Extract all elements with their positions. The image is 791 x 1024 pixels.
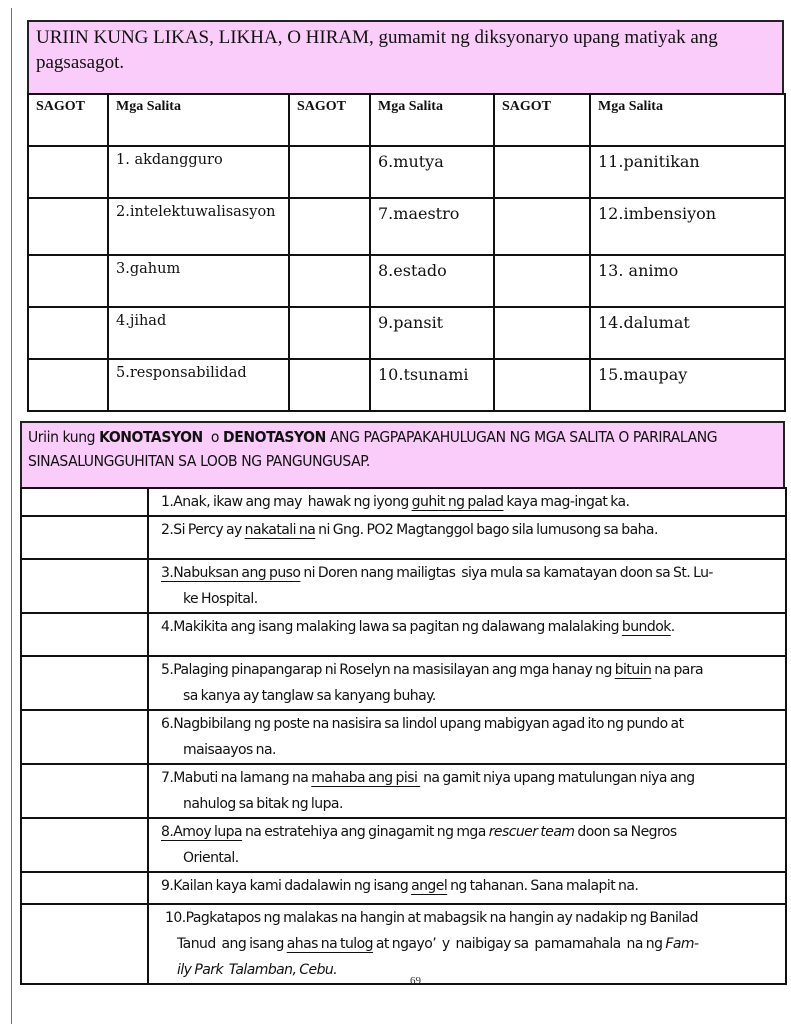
word-cell: 13. animo [590, 255, 785, 307]
sentence-continuation [165, 957, 779, 983]
sentence-text: na para [651, 662, 704, 678]
underlined-phrase: ahas na tulog [286, 936, 373, 952]
header-sagot: SAGOT [494, 94, 590, 146]
page-margin-line [11, 8, 12, 1024]
answer-cell[interactable] [28, 255, 108, 307]
sentence-line [161, 716, 684, 732]
italic-phrase: rescuer team [488, 824, 575, 840]
sentence-cell [148, 613, 786, 656]
section-konotasyon-denotasyon [20, 421, 785, 985]
answer-cell[interactable] [28, 146, 108, 198]
sentence-text: 7.Mabuti na lamang na [161, 770, 312, 786]
answer-cell[interactable] [289, 307, 370, 359]
sentence-line [161, 770, 695, 786]
sentence-text: 4.Makikita ang isang malaking lawa sa pagitan ng dalawang malalaking [161, 619, 622, 635]
sentence-text: ng tahanan. Sana malapit na. [447, 878, 639, 894]
table-row [28, 359, 785, 411]
italic-phrase: ily Park Talamban, Cebu. [177, 962, 338, 978]
sentence-row [21, 488, 786, 516]
sentence-continuation [161, 845, 779, 871]
word-cell: 4.jihad [108, 307, 289, 359]
underlined-phrase: 3.Nabuksan ang puso [161, 565, 301, 581]
sentence-text: nahulog sa bitak ng lupa. [183, 796, 343, 812]
underlined-phrase: angel [411, 878, 448, 894]
sentence-text: 6.Nagbibilang ng poste na nasisira sa lindol upang mabigyan agad ito ng pundo at [161, 716, 684, 732]
word-cell: 1. akdangguro [108, 146, 289, 198]
answer-cell[interactable] [289, 255, 370, 307]
sentence-cell [148, 488, 786, 516]
sentence-text: 5.Palaging pinapangarap ni Roselyn na masisilayan ang mga hanay ng [161, 662, 615, 678]
sentence-continuation [165, 931, 779, 957]
answer-cell[interactable] [289, 146, 370, 198]
sentence-row [21, 710, 786, 764]
answer-cell[interactable] [21, 818, 148, 872]
instruction-box-1: URIIN KUNG LIKAS, LIKHA, O HIRAM, gumamit ng diksyonaryo upang matiyak ang pagsasagot. [27, 20, 784, 93]
sentence-line [161, 522, 658, 538]
sentence-line [165, 910, 698, 926]
sentence-row [21, 559, 786, 613]
table-row [28, 307, 785, 359]
answer-cell[interactable] [494, 307, 590, 359]
answer-cell[interactable] [494, 146, 590, 198]
sentence-text: ke Hospital. [183, 591, 258, 607]
sentence-cell [148, 818, 786, 872]
sentence-row [21, 904, 786, 984]
sentence-text: 1.Anak, ikaw ang may hawak ng iyong [161, 494, 412, 510]
answer-cell[interactable] [28, 198, 108, 255]
sentence-text: . [670, 619, 675, 635]
answer-cell[interactable] [21, 710, 148, 764]
sentence-text: maisaayos na. [183, 742, 276, 758]
sentence-line [161, 824, 677, 840]
answer-cell[interactable] [494, 198, 590, 255]
answer-cell[interactable] [494, 255, 590, 307]
word-cell: 15.maupay [590, 359, 785, 411]
answer-cell[interactable] [289, 198, 370, 255]
sentence-row [21, 818, 786, 872]
table-row [28, 146, 785, 198]
sentence-text: sa kanya ay tanglaw sa kanyang buhay. [183, 688, 436, 704]
table-header-row [28, 94, 785, 146]
italic-phrase: Fam- [665, 936, 699, 952]
header-mga-salita: Mga Salita [370, 94, 494, 146]
sentence-continuation [161, 586, 779, 612]
sentence-text: Oriental. [183, 850, 239, 866]
answer-cell[interactable] [21, 613, 148, 656]
sentence-row [21, 764, 786, 818]
word-cell: 8.estado [370, 255, 494, 307]
answer-cell[interactable] [21, 764, 148, 818]
sentence-continuation [161, 791, 779, 817]
sentence-text: na gamit niya upang matulungan niya ang [420, 770, 695, 786]
instruction-suffix: ANG PAGPAPAKAHULUGAN NG MGA SALITA O PARIRALANG SINASALUNGGUHITAN SA LOOB NG PANGUNGUSAP. [28, 428, 718, 470]
sentence-text: doon sa Negros [574, 824, 677, 840]
word-cell: 9.pansit [370, 307, 494, 359]
sentence-line [161, 619, 675, 635]
table-row [28, 255, 785, 307]
sentence-line [161, 494, 629, 510]
page-number: 69 [410, 975, 421, 987]
header-sagot: SAGOT [289, 94, 370, 146]
sentence-text: 2.Si Percy ay [161, 522, 245, 538]
answer-cell[interactable] [28, 307, 108, 359]
sentence-text: 10.Pagkatapos ng malakas na hangin at mabagsik na hangin ay nadakip ng Banilad [165, 910, 698, 926]
underlined-phrase: bituin [614, 662, 652, 678]
instruction-middle: o [202, 428, 224, 446]
word-cell: 10.tsunami [370, 359, 494, 411]
answer-cell[interactable] [494, 359, 590, 411]
sentence-continuation [161, 683, 779, 709]
sentence-continuation [161, 737, 779, 763]
section-likas-likha-hiram [27, 20, 784, 412]
table-row [28, 198, 785, 255]
sentence-text: na estratehiya ang ginagamit ng mga [242, 824, 489, 840]
sentence-line [161, 878, 638, 894]
answer-cell[interactable] [21, 488, 148, 516]
sentence-cell [148, 516, 786, 559]
sentence-text: at ngayo’ y naibigay sa pamamahala na ng [373, 936, 666, 952]
sentence-line [161, 662, 703, 678]
sentence-cell [148, 559, 786, 613]
header-mga-salita: Mga Salita [108, 94, 289, 146]
instruction-box-2 [20, 421, 785, 487]
sentence-text: ni Gng. PO2 Magtanggol bago sila lumusong sa baha. [315, 522, 658, 538]
underlined-phrase: guhit ng palad [411, 494, 504, 510]
sentence-row [21, 516, 786, 559]
answer-cell[interactable] [21, 872, 148, 904]
word-cell: 6.mutya [370, 146, 494, 198]
answer-cell[interactable] [21, 559, 148, 613]
sentence-text: ni Doren nang mailigtas siya mula sa kamatayan doon sa St. Lu- [300, 565, 713, 581]
sentence-cell [148, 710, 786, 764]
underlined-phrase: bundok [621, 619, 671, 635]
sentence-text: 9.Kailan kaya kami dadalawin ng isang [161, 878, 412, 894]
word-cell: 14.dalumat [590, 307, 785, 359]
sentence-cell [148, 764, 786, 818]
sentence-cell [148, 656, 786, 710]
word-cell: 3.gahum [108, 255, 289, 307]
header-sagot: SAGOT [28, 94, 108, 146]
word-cell: 5.responsabilidad [108, 359, 289, 411]
word-cell: 11.panitikan [590, 146, 785, 198]
answer-cell[interactable] [28, 359, 108, 411]
sentence-row [21, 656, 786, 710]
word-cell: 2.intelektuwalisasyon [108, 198, 289, 255]
instruction-prefix: Uriin kung [28, 428, 100, 446]
sentence-row [21, 613, 786, 656]
sentence-text: Tanud ang isang [177, 936, 287, 952]
underlined-phrase: nakatali na [244, 522, 316, 538]
word-cell: 12.imbensiyon [590, 198, 785, 255]
word-cell: 7.maestro [370, 198, 494, 255]
word-classification-table [27, 93, 786, 412]
sentence-cell [148, 904, 786, 984]
instruction-konotasyon: KONOTASYON [99, 428, 203, 446]
answer-cell[interactable] [21, 516, 148, 559]
underlined-phrase: mahaba ang pisi [311, 770, 421, 786]
sentence-line [161, 565, 713, 581]
underlined-phrase: 8.Amoy lupa [161, 824, 243, 840]
instruction-denotasyon: DENOTASYON [223, 428, 326, 446]
answer-cell[interactable] [289, 359, 370, 411]
sentence-text: kaya mag-ingat ka. [503, 494, 630, 510]
sentence-cell [148, 872, 786, 904]
header-mga-salita: Mga Salita [590, 94, 785, 146]
answer-cell[interactable] [21, 656, 148, 710]
sentence-row [21, 872, 786, 904]
answer-cell[interactable] [21, 904, 148, 984]
sentence-table [20, 487, 787, 985]
